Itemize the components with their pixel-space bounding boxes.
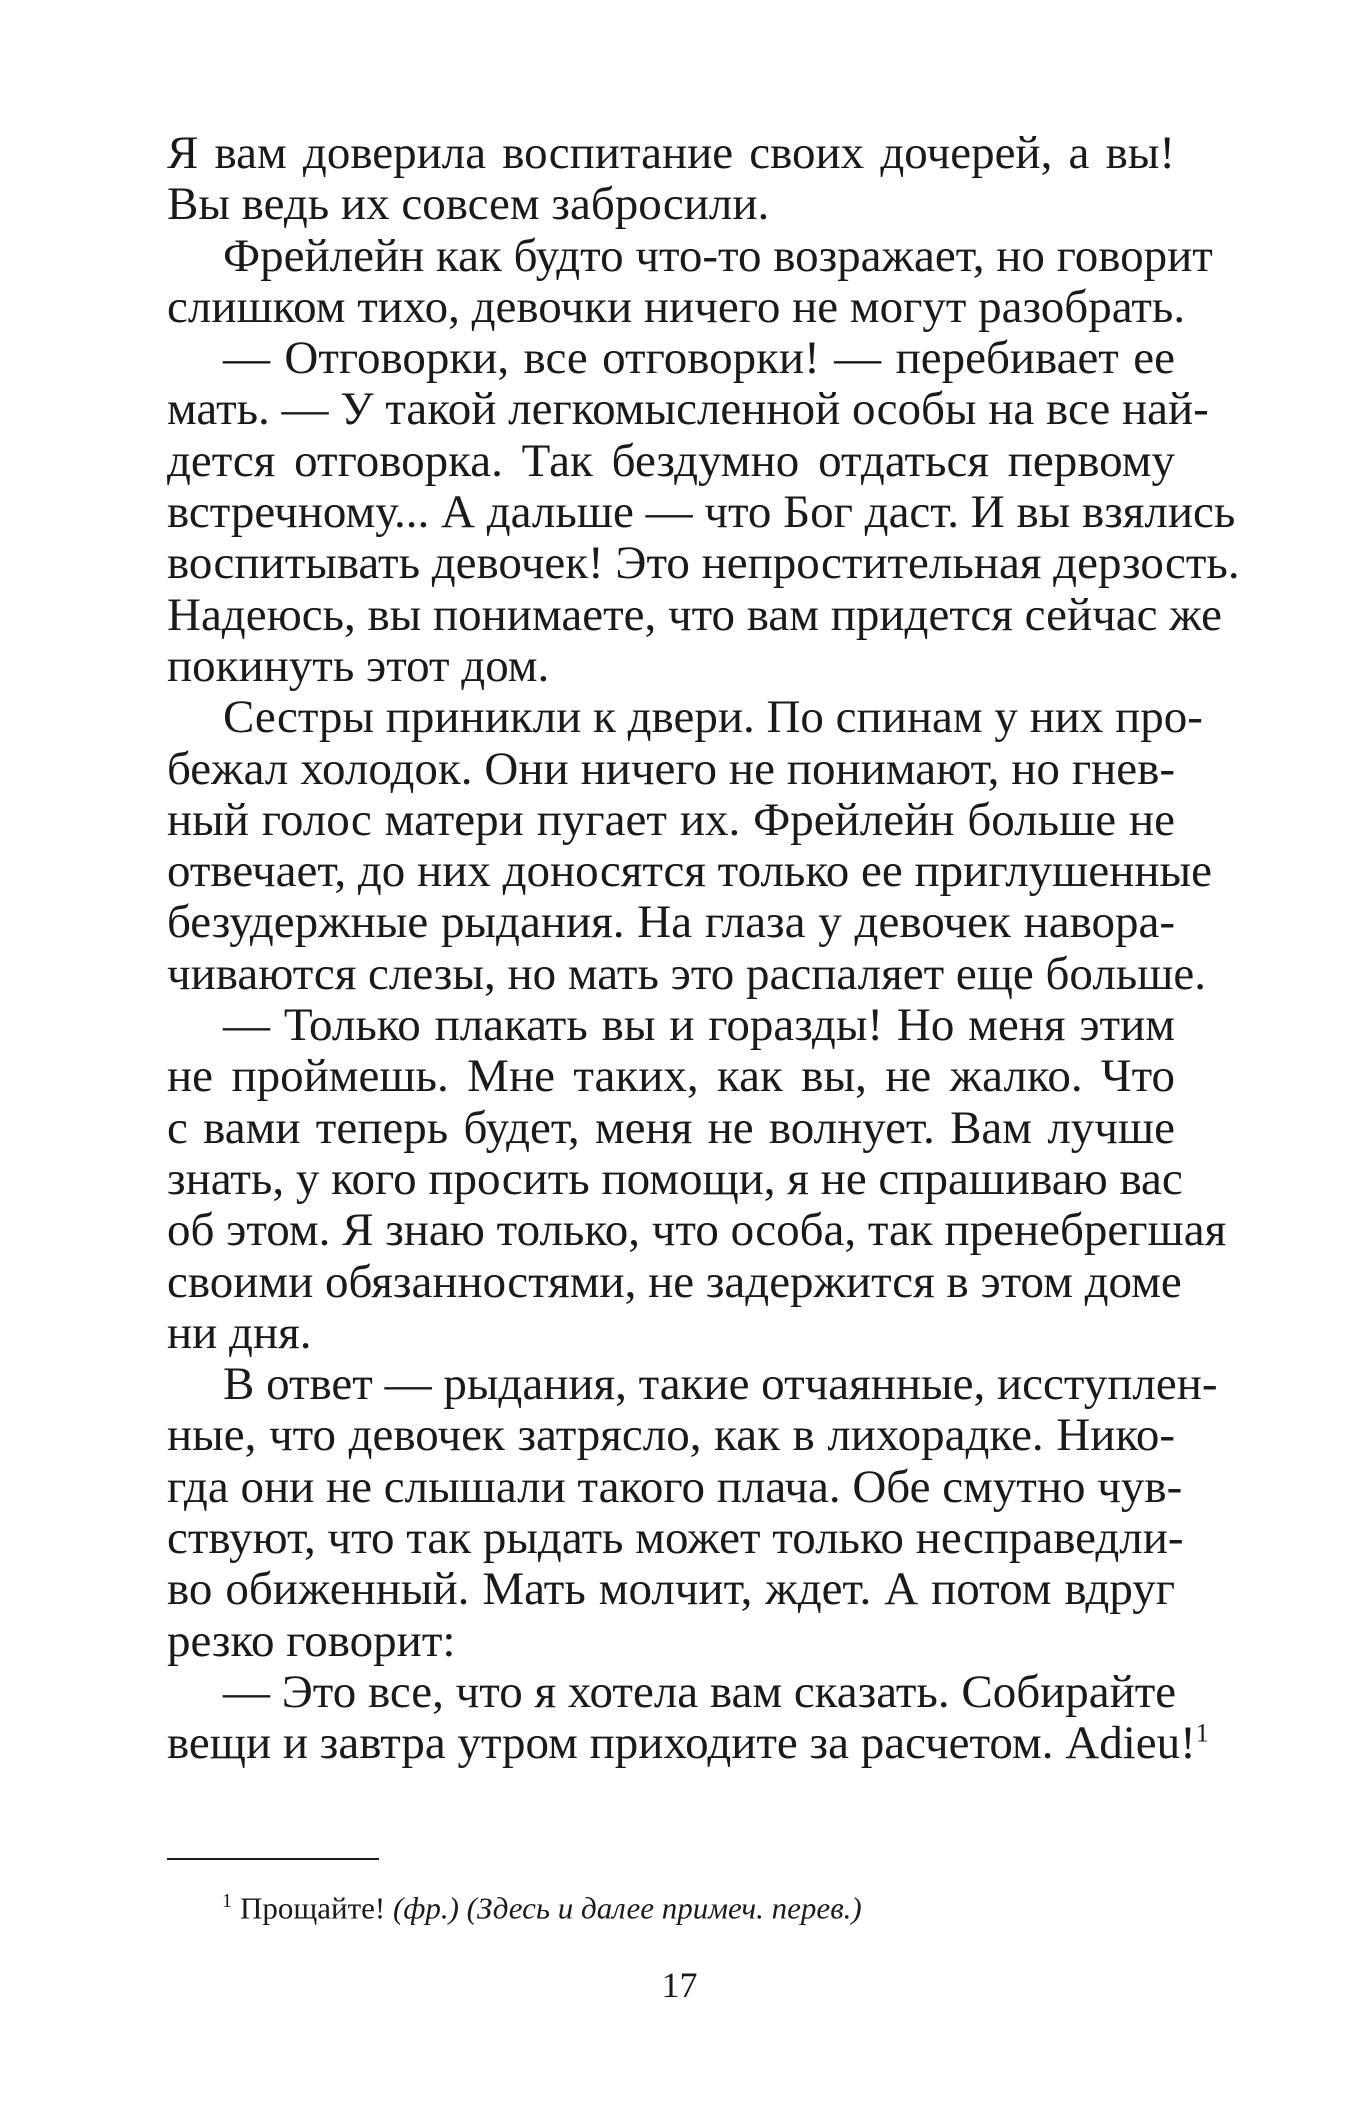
text-line <box>167 795 1175 846</box>
line-text: бежал холодок. Они ничего не понимают, но гнев- <box>167 742 1175 795</box>
text-line <box>167 1717 1209 1770</box>
text-line <box>167 845 1212 898</box>
line-text: безудержные рыдания. На глаза у девочек навора- <box>167 896 1175 949</box>
line-text: покинуть этот дом. <box>167 639 550 692</box>
line-text: знать, у кого просить помощи, я не спрашиваю вас <box>167 1152 1183 1205</box>
text-line <box>167 1204 1227 1257</box>
footnote-text: Прощайте! <box>240 1890 393 1926</box>
footnote <box>222 1883 862 1926</box>
line-text: Фрейлейн как будто что-то возражает, но говорит <box>223 229 1213 282</box>
line-text: Сестры приникли к двери. По спинам у них про- <box>223 691 1203 744</box>
text-line <box>167 1000 1175 1051</box>
line-text: Вы ведь их совсем забросили. <box>167 178 770 231</box>
text-line <box>167 1616 1175 1667</box>
text-line <box>167 333 1175 384</box>
line-text: — Это все, что я хотела вам сказать. Собирайте <box>223 1665 1177 1718</box>
text-line <box>167 588 1222 641</box>
line-text: В ответ — рыдания, такие отчаянные, исступлен- <box>223 1358 1218 1411</box>
text-line <box>167 1512 1184 1565</box>
line-text: ствуют, что так рыдать может только несправедли- <box>167 1512 1184 1565</box>
text-line <box>167 1460 1183 1513</box>
text-line <box>167 537 1240 590</box>
body-text <box>167 127 1240 1770</box>
line-text: отвечает, до них доносятся только ее приглушенные <box>167 845 1212 898</box>
text-line <box>167 486 1236 539</box>
line-text: своими обязанностями, не задержится в этом доме <box>167 1255 1182 1308</box>
line-text: дется отговорка. Так бездумно отдаться первому <box>167 434 1175 487</box>
line-text: мать. — У такой легкомысленной особы на все най- <box>167 383 1209 436</box>
line-text: во обиженный. Мать молчит, ждет. А потом вдруг <box>167 1563 1175 1616</box>
footnote-note: (фр.) (Здесь и далее примеч. перев.) <box>393 1890 862 1926</box>
line-text: чиваются слезы, но мать это распаляет еще больше. <box>167 947 1207 1000</box>
text-line <box>167 436 1175 487</box>
page-number: 17 <box>661 1965 698 2005</box>
line-text: ни дня. <box>167 1306 312 1359</box>
line-text: Надеюсь, вы понимаете, что вам придется сейчас же <box>167 588 1222 641</box>
text-line <box>167 1103 1175 1154</box>
text-line <box>167 947 1207 1000</box>
text-line <box>167 1051 1175 1102</box>
line-text: — Отговорки, все отговорки! — перебивает ее <box>223 332 1175 385</box>
text-line <box>167 383 1209 436</box>
line-text: не проймешь. Мне таких, как вы, не жалко. Что <box>167 1050 1175 1103</box>
footnote-divider <box>167 1858 379 1860</box>
text-line <box>167 1564 1175 1615</box>
text-line <box>167 897 1175 948</box>
text-line <box>167 1255 1182 1308</box>
text-line <box>167 179 1175 230</box>
line-text: вещи и завтра утром приходите за расчетом. Adieu! <box>167 1717 1196 1770</box>
footnote-reference: 1 <box>1195 1718 1209 1748</box>
line-text: об этом. Я знаю только, что особа, так пренебрегшая <box>167 1204 1227 1257</box>
line-text: слишком тихо, девочки ничего не могут разобрать. <box>167 280 1186 333</box>
text-line <box>167 1308 1175 1359</box>
line-text: встречному... А дальше — что Бог даст. И вы взялись <box>167 486 1236 539</box>
text-line <box>167 128 1175 179</box>
text-line <box>167 1667 1175 1718</box>
line-text: ные, что девочек затрясло, как в лихорадке. Нико- <box>167 1409 1175 1462</box>
text-line <box>167 641 1175 692</box>
text-line <box>167 280 1186 333</box>
text-line <box>167 1152 1183 1205</box>
line-text: гда они не слышали такого плача. Обе смутно чув- <box>167 1460 1183 1513</box>
text-line <box>167 691 1203 744</box>
text-line <box>167 229 1213 282</box>
line-text: — Только плакать вы и горазды! Но меня этим <box>223 999 1175 1052</box>
line-text: Я вам доверила воспитание своих дочерей, а вы! <box>167 127 1175 179</box>
line-text: ный голос матери пугает их. Фрейлейн больше не <box>167 793 1175 846</box>
line-text: воспитывать девочек! Это непростительная дерзость. <box>167 537 1240 590</box>
text-line <box>167 744 1175 795</box>
line-text: с вами теперь будет, меня не волнует. Вам лучше <box>167 1101 1175 1154</box>
text-line <box>167 1358 1218 1411</box>
line-text: резко говорит: <box>167 1614 456 1667</box>
text-line <box>167 1410 1175 1461</box>
footnote-marker: 1 <box>222 1890 232 1912</box>
